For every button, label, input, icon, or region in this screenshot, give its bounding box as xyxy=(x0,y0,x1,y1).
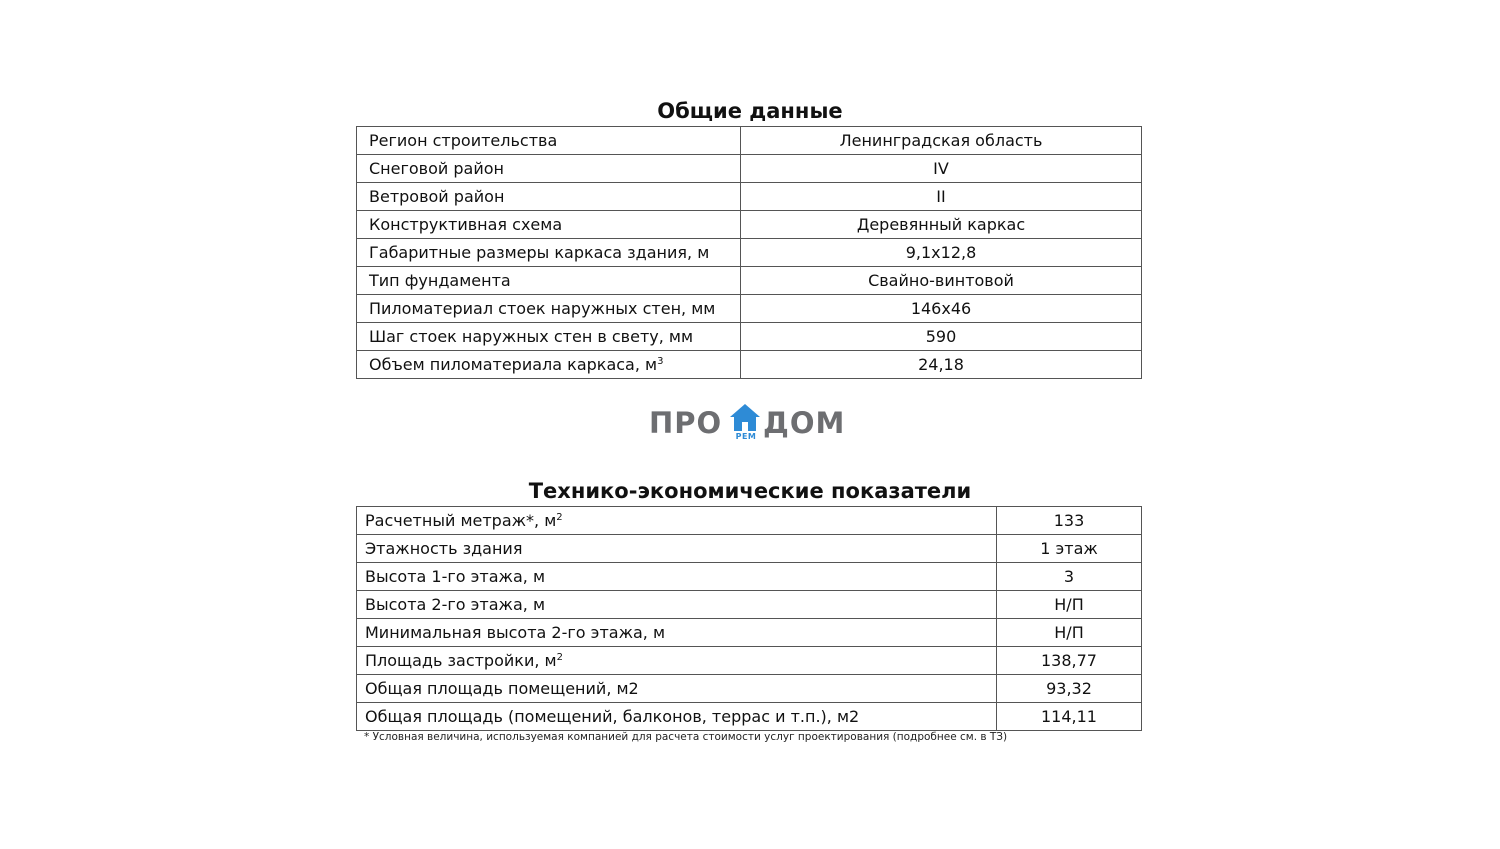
table-row xyxy=(357,267,1142,295)
row-label: Габаритные размеры каркаса здания, м xyxy=(357,239,741,267)
table-row xyxy=(357,507,1142,535)
superscript: 2 xyxy=(556,512,563,523)
row-value: 24,18 xyxy=(741,351,1142,379)
row-label: Общая площадь помещений, м2 xyxy=(357,675,997,703)
table-row xyxy=(357,239,1142,267)
row-label xyxy=(357,351,741,379)
general-data-table xyxy=(356,126,1142,379)
table-row xyxy=(357,703,1142,731)
table-row xyxy=(357,127,1142,155)
row-label: Этажность здания xyxy=(357,535,997,563)
row-label: Снеговой район xyxy=(357,155,741,183)
general-data-title: Общие данные xyxy=(657,99,843,123)
row-value: 3 xyxy=(997,563,1142,591)
row-label: Минимальная высота 2-го этажа, м xyxy=(357,619,997,647)
logo-word-left: ПРО xyxy=(649,406,723,440)
row-label: Регион строительства xyxy=(357,127,741,155)
row-label: Конструктивная схема xyxy=(357,211,741,239)
row-value: Н/П xyxy=(997,619,1142,647)
table-row xyxy=(357,647,1142,675)
row-label: Высота 1-го этажа, м xyxy=(357,563,997,591)
table-row xyxy=(357,591,1142,619)
row-value: 93,32 xyxy=(997,675,1142,703)
row-value: 9,1x12,8 xyxy=(741,239,1142,267)
row-label-text: Объем пиломатериала каркаса, м xyxy=(369,355,658,374)
table-row xyxy=(357,211,1142,239)
row-value: IV xyxy=(741,155,1142,183)
row-value: Н/П xyxy=(997,591,1142,619)
row-value: 138,77 xyxy=(997,647,1142,675)
row-label: Общая площадь (помещений, балконов, террас и т.п.), м2 xyxy=(357,703,997,731)
table-row xyxy=(357,535,1142,563)
superscript: 3 xyxy=(657,356,664,367)
row-label: Высота 2-го этажа, м xyxy=(357,591,997,619)
row-value: Ленинградская область xyxy=(741,127,1142,155)
row-value: 590 xyxy=(741,323,1142,351)
tep-table xyxy=(356,506,1142,731)
row-value: Деревянный каркас xyxy=(741,211,1142,239)
superscript: 2 xyxy=(556,652,563,663)
row-label-text: Расчетный метраж*, м xyxy=(365,511,557,530)
company-logo xyxy=(649,402,849,446)
house-icon xyxy=(728,403,762,433)
tep-title: Технико-экономические показатели xyxy=(528,479,972,503)
row-label-text: Площадь застройки, м xyxy=(365,651,557,670)
table-row xyxy=(357,675,1142,703)
table-row xyxy=(357,619,1142,647)
row-label: Шаг стоек наружных стен в свету, мм xyxy=(357,323,741,351)
table-row xyxy=(357,351,1142,379)
row-label xyxy=(357,647,997,675)
table-row xyxy=(357,295,1142,323)
row-value: 1 этаж xyxy=(997,535,1142,563)
row-value: 146x46 xyxy=(741,295,1142,323)
table-row xyxy=(357,155,1142,183)
row-label: Ветровой район xyxy=(357,183,741,211)
row-value: II xyxy=(741,183,1142,211)
row-value: 114,11 xyxy=(997,703,1142,731)
table-row xyxy=(357,323,1142,351)
row-label: Тип фундамента xyxy=(357,267,741,295)
row-value: Свайно-винтовой xyxy=(741,267,1142,295)
logo-subtext: РЕМ xyxy=(735,432,757,441)
row-label xyxy=(357,507,997,535)
footnote: * Условная величина, используемая компанией для расчета стоимости услуг проектирования (подробнее см. в ТЗ) xyxy=(364,731,1008,743)
row-label: Пиломатериал стоек наружных стен, мм xyxy=(357,295,741,323)
table-row xyxy=(357,183,1142,211)
logo-word-right: ДОМ xyxy=(763,406,846,440)
table-row xyxy=(357,563,1142,591)
row-value: 133 xyxy=(997,507,1142,535)
